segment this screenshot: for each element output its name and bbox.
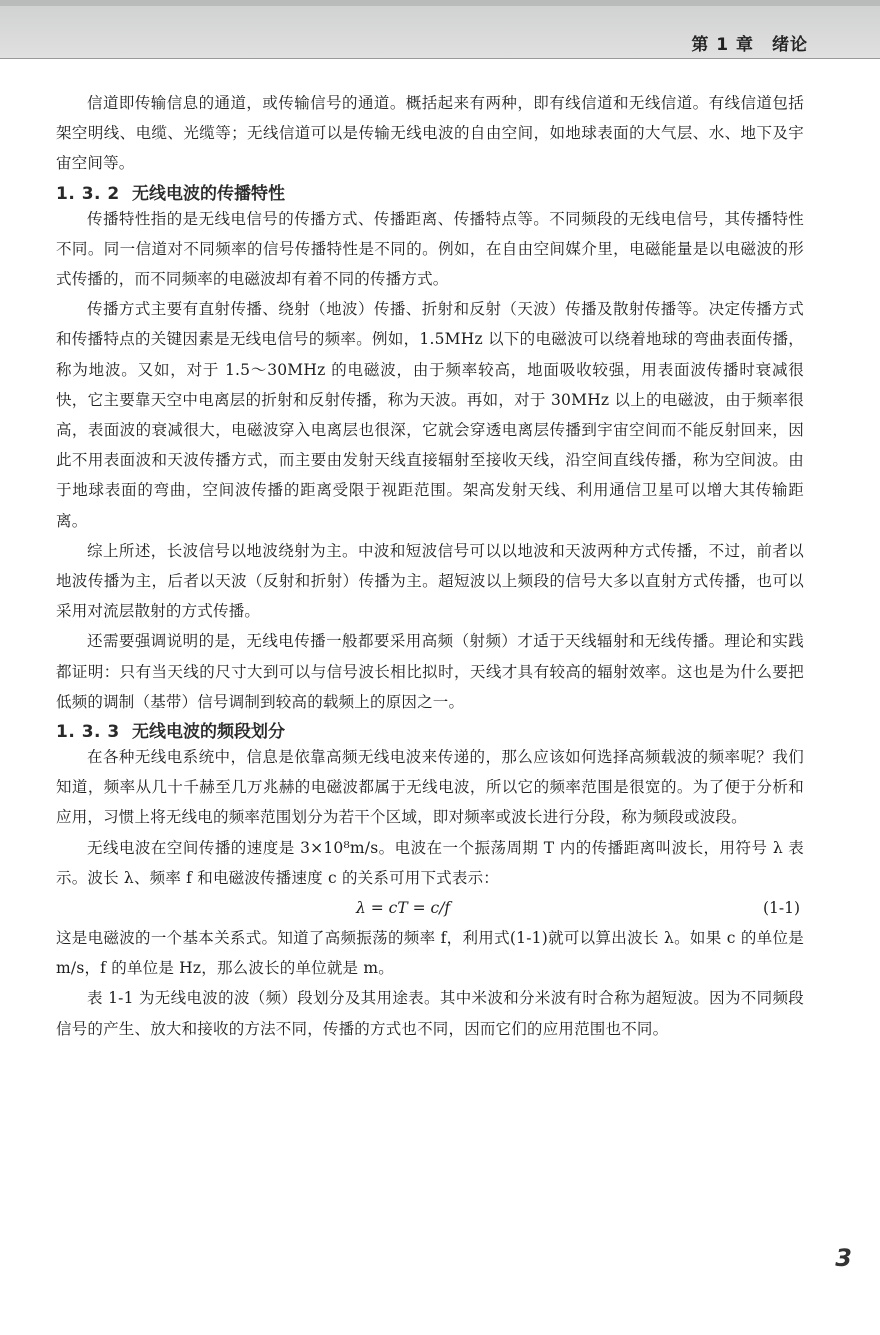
paragraph: 综上所述，长波信号以地波绕射为主。中波和短波信号可以以地波和天波两种方式传播，不过，前者以地波传播为主，后者以天波（反射和折射）传播为主。超短波以上频段的信号大多以直射方式传播，也可以采用对流层散射的方式传播。 — [56, 541, 804, 621]
paragraph: 表 1-1 为无线电波的波（频）段划分及其用途表。其中米波和分米波有时合称为超短波。因为不同频段信号的产生、放大和接收的方法不同，传播的方式也不同，因而它们的应用范围也不同。 — [56, 989, 804, 1038]
paragraph: 传播方式主要有直射传播、绕射（地波）传播、折射和反射（天波）传播及散射传播等。决定传播方式和传播特点的关键因素是无线电信号的频率。例如，1.5MHz 以下的电磁波可以绕着地球的弯曲表面传播，称为地波。又如，对于 1.5～30MHz 的电磁波，由于频率较高，地面吸收较强，用表面波传播时衰减很快，它主要靠天空中电离层的折射和反射传播，称为天波。再如，对于 30MHz 以上的电磁波，由于频率很高，表面波的衰减很大，电磁波穿入电离层也很深，它就会穿透电离层传播到宇宙空间而不能反射回来，因此不用表面波和天波传播方式，而主要由发射天线直接辐射至接收天线，沿空间直线传播，称为空间波。由于地球表面的弯曲，空间波传播的距离受限于视距范围。架高发射天线、利用通信卫星可以增大其传输距离。 — [56, 300, 804, 530]
paragraph: 无线电波在空间传播的速度是 3×10⁸m/s。电波在一个振荡周期 T 内的传播距离叫波长，用符号 λ 表示。波长 λ、频率 f 和电磁波传播速度 c 的关系可用下式表示： — [56, 838, 804, 887]
paragraph: 在各种无线电系统中，信息是依靠高频无线电波来传递的，那么应该如何选择高频载波的频率呢？我们知道，频率从几十千赫至几万兆赫的电磁波都属于无线电波，所以它的频率范围是很宽的。为了便于分析和应用，习惯上将无线电的频率范围划分为若干个区域，即对频率或波长进行分段，称为频段或波段。 — [56, 748, 804, 827]
section-title: 无线电波的频段划分 — [132, 722, 285, 743]
formula-row — [56, 893, 804, 923]
section-number: 1. 3. 2 — [56, 183, 120, 204]
formula-number: (1-1) — [762, 899, 800, 918]
paragraph: 这是电磁波的一个基本关系式。知道了高频振荡的频率 f，利用式(1-1)就可以算出波长 λ。如果 c 的单位是 m/s，f 的单位是 Hz，那么波长的单位就是 m。 — [56, 929, 804, 978]
page-body — [56, 88, 804, 1044]
section-number: 1. 3. 3 — [56, 722, 120, 743]
page-header — [0, 0, 880, 59]
header-top-band — [0, 0, 880, 6]
running-head — [691, 30, 808, 55]
paragraph: 还需要强调说明的是，无线电传播一般都要采用高频（射频）才适于天线辐射和无线传播。理论和实践都证明：只有当天线的尺寸大到可以与信号波长相比拟时，天线才具有较高的辐射效率。这也是为什么要把低频的调制（基带）信号调制到较高的载频上的原因之一。 — [56, 632, 804, 711]
intro-paragraph: 信道即传输信息的通道，或传输信号的通道。概括起来有两种，即有线信道和无线信道。有线信道包括架空明线、电缆、光缆等；无线信道可以是传输无线电波的自由空间，如地球表面的大气层、水、地下及宇宙空间等。 — [56, 94, 804, 173]
section-title: 无线电波的传播特性 — [132, 183, 285, 204]
chapter-title: 绪论 — [772, 35, 808, 55]
section-heading-1-3-2 — [56, 179, 804, 204]
section-heading-1-3-3 — [56, 717, 804, 742]
page-number: 3 — [835, 1244, 852, 1272]
paragraph: 传播特性指的是无线电信号的传播方式、传播距离、传播特点等。不同频段的无线电信号，其传播特性不同。同一信道对不同频率的信号传播特性是不同的。例如，在自由空间媒介里，电磁能量是以电磁波的形式传播的，而不同频率的电磁波却有着不同的传播方式。 — [56, 209, 804, 289]
formula: λ = cT = c/f — [356, 899, 451, 918]
chapter-number: 第 1 章 — [691, 35, 754, 55]
